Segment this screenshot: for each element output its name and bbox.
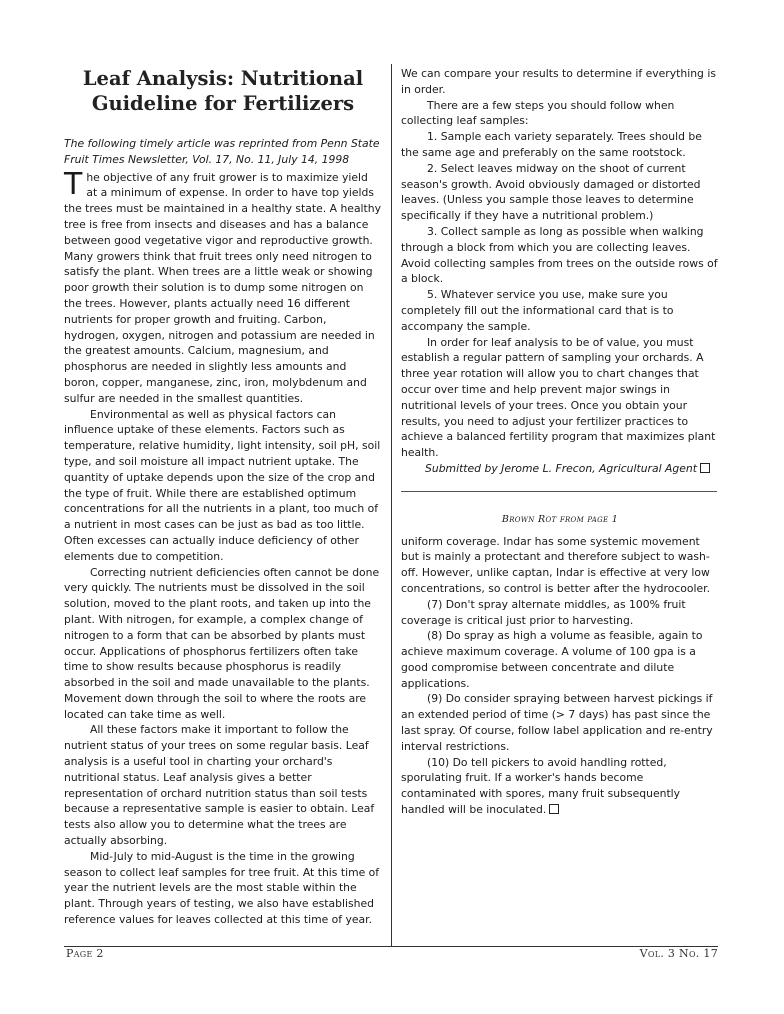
article-paragraph-5: Mid-July to mid-August is the time in the growing season to collect leaf samples for tree fruit. At this time of year the nutrient levels are the most stable within the plant. Through years of testing, we also have established reference values for leaves collected at this time of year. xyxy=(64,849,380,927)
volume-number: Vol. 3 No. 17 xyxy=(639,947,718,960)
article-paragraph-4: All these factors make it important to follow the nutrient status of your trees on some regular basis. Leaf analysis is a useful tool in charting your orchard's nutritional status. Leaf analysis gives a better representation of orchard nutrition status than soil tests because a representative sample is easier to obtain. Leaf tests also allow you to determine what the trees are actually absorbing. xyxy=(64,723,375,848)
article-paragraph-1 xyxy=(64,166,382,407)
article-title xyxy=(64,66,382,116)
brown-rot-paragraph-5-text: (10) Do tell pickers to avoid handling rotted, sporulating fruit. If a worker's hands become contaminated with spores, many fruit subsequently handled will be inoculated. xyxy=(401,755,681,817)
submitted-by xyxy=(401,461,719,477)
step-3: 3. Collect sample as long as possible when walking through a block from which you are collecting leaves. Avoid collecting samples from trees on the outside rows of a block. xyxy=(401,224,718,286)
drop-cap: T xyxy=(64,166,83,202)
submitted-by-text: Submitted by Jerome L. Frecon, Agricultural Agent xyxy=(425,461,697,475)
step-1: 1. Sample each variety separately. Trees should be the same age and preferably on the same rootstock. xyxy=(401,130,702,159)
article-paragraph-2: Environmental as well as physical factors can influence uptake of these elements. Factors such as temperature, relative humidity, light intensity, soil pH, soil type, and soil moisture all impact nutrient uptake. The quantity of uptake depends upon the size of the crop and the type of fruit. While there are established optimum concentrations for all the nutrients in a plant, too much of a nutrient in most cases can be just as bad as too little. Often excesses can actually induce deficiency of other elements due to competition. xyxy=(64,407,381,563)
footer-rule xyxy=(64,946,718,947)
article-intro: The following timely article was reprinted from Penn State Fruit Times Newsletter, Vol. 17, No. 11, July 14, 1998 xyxy=(64,137,380,166)
brown-rot-paragraph-3: (8) Do spray as high a volume as feasible, again to achieve maximum coverage. A volume of 100 gpa is a good compromise between concentrate and dilute applications. xyxy=(401,629,703,690)
article-title-line2: Guideline for Fertilizers xyxy=(91,92,355,115)
left-column xyxy=(64,66,382,928)
article-paragraph-7: There are a few steps you should follow when collecting leaf samples: xyxy=(401,98,675,128)
article-paragraph-6: We can compare your results to determine if everything is in order. xyxy=(401,67,716,96)
brown-rot-paragraph-1: uniform coverage. Indar has some systemic movement but is mainly a protectant and therefore subject to wash-off. However, unlike captan, Indar is effective at very low concentrations, so control is better after the hydrocooler. xyxy=(401,534,711,595)
continued-heading: Brown Rot from page 1 xyxy=(501,513,619,525)
article-paragraph-3: Correcting nutrient deficiencies often cannot be done very quickly. The nutrients must be dissolved in the soil solution, moved to the plant roots, and taken up into the plant. With nitrogen, for example, a complex change of nitrogen to a form that can be absorbed by plants must occur. Applications of phosphorus fertilizers often take time to show results because phosphorus is readily absorbed in the soil and made unavailable to the plants. Movement down through the soil to where the roots are located can take time as well. xyxy=(64,565,380,721)
page-number: Page 2 xyxy=(66,947,104,960)
right-column xyxy=(401,66,719,818)
brown-rot-paragraph-2: (7) Don't spray alternate middles, as 100% fruit coverage is critical just prior to harvesting. xyxy=(401,597,686,627)
brown-rot-paragraph-5 xyxy=(401,755,719,818)
article-title-line1: Leaf Analysis: Nutritional xyxy=(82,67,364,90)
column-divider xyxy=(391,64,392,946)
article-paragraph-8: In order for leaf analysis to be of value, you must establish a regular pattern of sampling your orchards. A three year rotation will allow you to chart changes that occur over time and help prevent major swings in nutritional levels of your trees. Once you obtain your results, you need to adjust your fertilizer practices to achieve a balanced fertility program that maximizes plant health. xyxy=(401,335,716,460)
end-mark-icon xyxy=(700,463,710,473)
article-paragraph-1-text: he objective of any fruit grower is to maximize yield at a minimum of expense. In order to have top yields the trees must be maintained in a healthy state. A healthy tree is free from insects and diseases and has a balance between good vegetative vigor and reproductive growth. Many growers think that fruit trees only need nitrogen to satisfy the plant. When trees are a little weak or showing poor growth their solution is to dump some nitrogen on the trees. However, plants actually need 16 different nutrients for proper growth and fruiting. Carbon, hydrogen, oxygen, nitrogen and potassium are needed in the greatest amounts. Calcium, magnesium, and phosphorus are needed in slightly less amounts and boron, copper, manganese, zinc, iron, molybdenum and sulfur are needed in the smallest quantities. xyxy=(64,170,382,405)
section-divider xyxy=(401,491,717,492)
brown-rot-paragraph-4: (9) Do consider spraying between harvest pickings if an extended period of time (> 7 days) has past since the last spray. Of course, follow label application and re-entry interval restrictions. xyxy=(401,692,713,753)
step-5: 5. Whatever service you use, make sure you completely fill out the informational card that is to accompany the sample. xyxy=(401,288,674,333)
end-mark-icon xyxy=(549,804,559,814)
step-2: 2. Select leaves midway on the shoot of current season's growth. Avoid obviously damaged or distorted leaves. (Unless you sample those leaves to determine specifically if they have a nutritional problem.) xyxy=(401,161,701,223)
